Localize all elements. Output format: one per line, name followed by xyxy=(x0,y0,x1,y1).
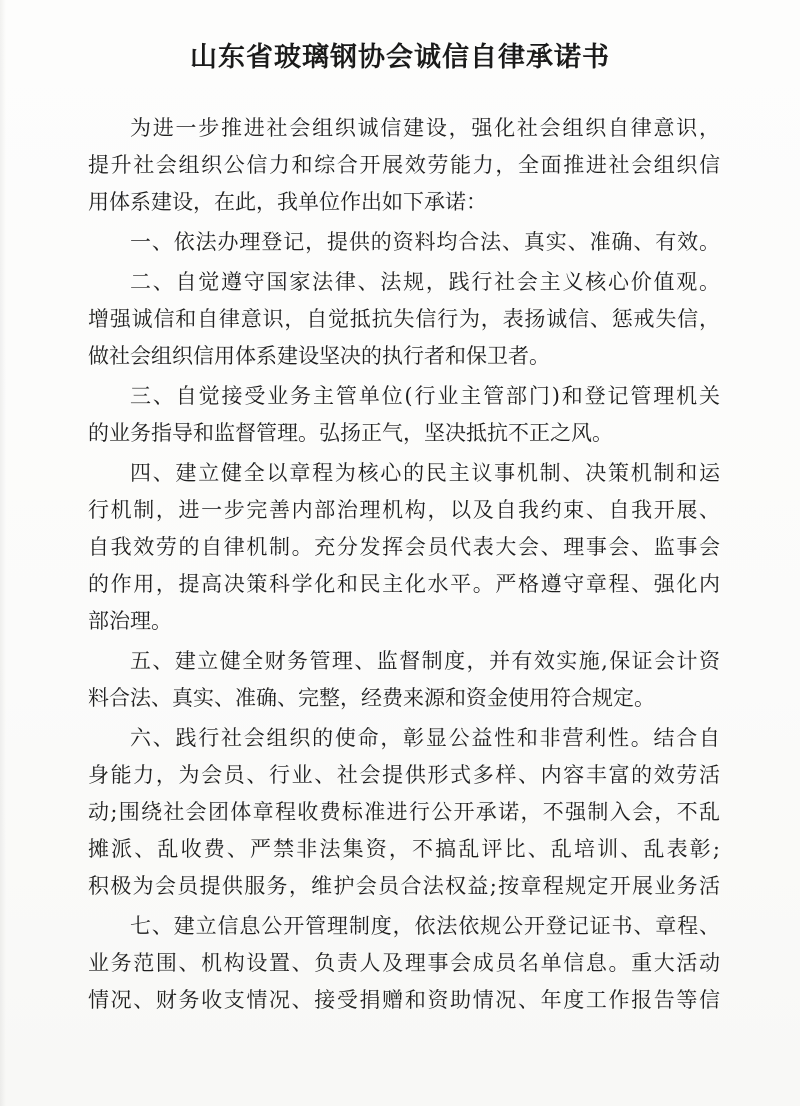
paragraph-item-1 xyxy=(88,224,720,261)
paragraph-intro xyxy=(88,110,720,221)
paragraph-item-7 xyxy=(88,908,720,1019)
text-line: 用体系建设，在此，我单位作出如下承诺： xyxy=(88,190,487,214)
text-line: 五、建立健全财务管理、监督制度，并有效实施,保证会计资 xyxy=(130,649,720,673)
text-line: 摊派、乱收费、严禁非法集资，不搞乱评比、乱培训、乱表彰; xyxy=(88,837,720,861)
text-line: 业务范围、机构设置、负责人及理事会成员名单信息。重大活动 xyxy=(88,951,720,975)
text-line: 自我效劳的自律机制。充分发挥会员代表大会、理事会、监事会 xyxy=(88,535,720,559)
document-title: 山东省玻璃钢协会诚信自律承诺书 xyxy=(190,42,610,73)
text-line: 部治理。 xyxy=(88,609,172,633)
text-line: 为进一步推进社会组织诚信建设，强化社会组织自律意识， xyxy=(130,116,720,140)
text-line: 三、自觉接受业务主管单位(行业主管部门)和登记管理机关 xyxy=(130,384,720,408)
text-line: 的业务指导和监督管理。弘扬正气，坚决抵抗不正之风。 xyxy=(88,421,613,445)
text-line: 情况、财务收支情况、接受捐赠和资助情况、年度工作报告等信 xyxy=(88,988,720,1012)
text-line: 增强诚信和自律意识，自觉抵抗失信行为，表扬诚信、惩戒失信， xyxy=(88,307,720,331)
text-line: 做社会组织信用体系建设坚决的执行者和保卫者。 xyxy=(88,344,550,368)
paragraph-item-2 xyxy=(88,264,720,375)
document-body xyxy=(88,110,720,1022)
text-line: 动;围绕社会团体章程收费标准进行公开承诺，不强制入会，不乱 xyxy=(88,800,720,824)
text-line: 身能力，为会员、行业、社会提供形式多样、内容丰富的效劳活 xyxy=(88,763,720,787)
paragraph-item-6 xyxy=(88,720,720,905)
paragraph-item-4 xyxy=(88,455,720,640)
text-line: 的作用，提高决策科学化和民主化水平。严格遵守章程、强化内 xyxy=(88,572,720,596)
text-line: 七、建立信息公开管理制度，依法依规公开登记证书、章程、 xyxy=(130,914,720,938)
paragraph-item-3 xyxy=(88,378,720,452)
text-line: 提升社会组织公信力和综合开展效劳能力，全面推进社会组织信 xyxy=(88,153,720,177)
text-line: 二、自觉遵守国家法律、法规，践行社会主义核心价值观。 xyxy=(130,270,720,294)
text-line: 积极为会员提供服务，维护会员合法权益;按章程规定开展业务活 xyxy=(88,874,720,898)
paragraph-item-5 xyxy=(88,643,720,717)
text-line: 行机制，进一步完善内部治理机构，以及自我约束、自我开展、 xyxy=(88,498,720,522)
text-line: 料合法、真实、准确、完整，经费来源和资金使用符合规定。 xyxy=(88,686,655,710)
scan-edge-shadow xyxy=(0,0,6,1106)
text-line: 一、依法办理登记，提供的资料均合法、真实、准确、有效。 xyxy=(130,230,720,254)
text-line: 四、建立健全以章程为核心的民主议事机制、决策机制和运 xyxy=(130,461,720,485)
text-line: 六、践行社会组织的使命，彰显公益性和非营利性。结合自 xyxy=(130,726,720,750)
